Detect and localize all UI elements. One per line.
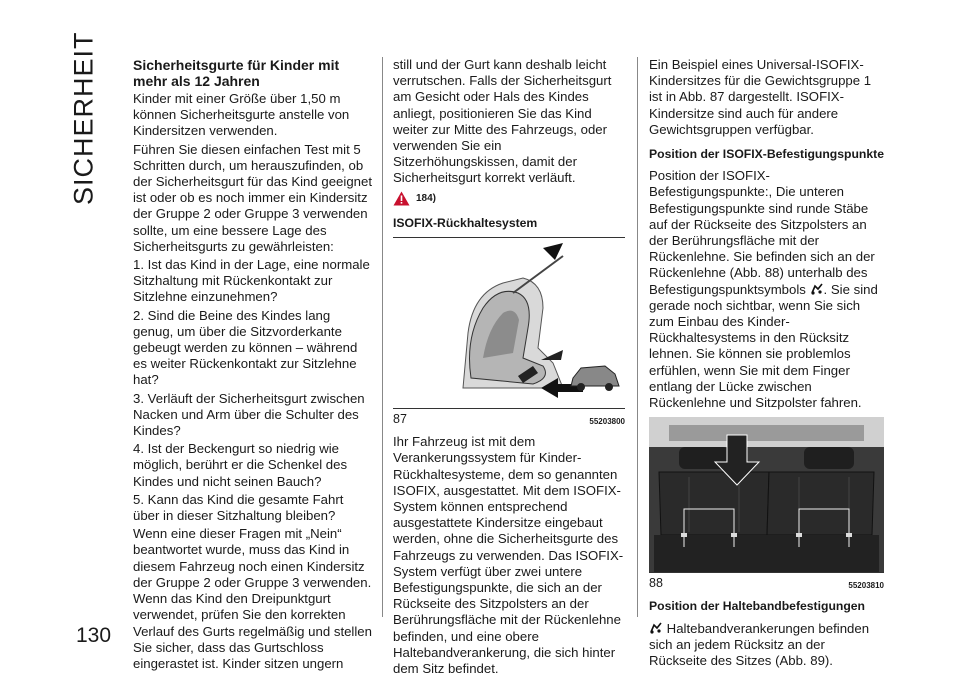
list-item: 2. Sind die Beine des Kindes lang genug, um über die Sitzvorderkante gebeugt werden zu können – während es weiter Rückenkontakt zur Sitzlehne hat? <box>133 307 358 388</box>
rear-seat-photo <box>649 417 884 572</box>
figure-code: 55203810 <box>848 581 884 591</box>
paragraph-part: Haltebandverankerungen befinden sich an jedem Rücksitz an der Rückseite des Sitzes (Abb. 89). <box>649 620 870 669</box>
subheading: ISOFIX-Rückhaltesystem <box>393 215 538 230</box>
section-heading: Sicherheitsgurte für Kinder mit mehr als 12 Jahren <box>133 57 340 89</box>
list-item: 5. Kann das Kind die gesamte Fahrt über in dieser Sitzhaltung bleiben? <box>133 491 344 524</box>
figure-isofix-childseat <box>393 237 625 409</box>
warning-triangle-icon <box>393 191 410 206</box>
warning-ref-text: 184) <box>416 192 437 204</box>
paragraph <box>649 168 884 411</box>
column-3 <box>649 57 884 671</box>
page-number: 130 <box>76 624 112 647</box>
column-1 <box>133 57 373 674</box>
column-divider <box>382 57 383 617</box>
paragraph: Ein Beispiel eines Universal-ISOFIX-Kindersitzes für die Gewichtsgruppe 1 ist in Abb. 87 dargestellt. ISOFIX-Kindersitze sind auch für andere Gewichtsgruppen verfügbar. <box>649 57 872 137</box>
paragraph-part: Position der ISOFIX-Befestigungspunkte:, Die unteren Befestigungspunkte sind runde Stäbe auf der Rückseite des Sitzpolsters an der Berührungsfläche mit der Rückenlehne. Sie befinden sich an der Rückenlehne (Abb. 88) unterhalb des Befestigungspunktsymbols <box>649 168 875 297</box>
subheading: Position der ISOFIX-Befestigungspunkte <box>649 147 884 162</box>
figure-rear-seat <box>649 417 884 573</box>
paragraph: Führen Sie diesen einfachen Test mit 5 Schritten durch, um herauszufinden, ob der Sicherheitsgurt für das Kind geeignet ist oder ob es noch immer ein Kindersitz der Gruppe 2 oder Gruppe 3 verwenden sollte, um eine bessere Lage des Sicherheitsgurts zu gewährleisten: <box>133 141 372 254</box>
column-2 <box>393 57 625 679</box>
list-item: 3. Verläuft der Sicherheitsgurt zwischen Nacken und Arm über die Schulter des Kindes? <box>133 390 365 439</box>
figure-code: 55203800 <box>589 417 625 427</box>
figure-caption <box>393 411 625 430</box>
paragraph: Ihr Fahrzeug ist mit dem Verankerungssystem für Kinder-Rückhaltesysteme, dem so genannten ISOFIX, ausgestattet. Mit dem ISOFIX-System können entsprechend ausgestattete Kindersitze eingebaut werden, ohne die Sicherheitsgurte des Fahrzeugs zu verwenden. Das ISOFIX-System verfügt über zwei untere Befestigungspunkte, die sich an der Rückseite des Sitzpolsters an der Berührungsfläche mit der Rückenlehne befinden, und eine obere Haltebandverankerung, die sich hinter dem Sitz befindet. <box>393 434 624 677</box>
paragraph <box>649 621 884 670</box>
figure-number: 88 <box>649 576 663 591</box>
subheading: Position der Haltebandbefestigungen <box>649 599 866 614</box>
paragraph: Wenn eine dieser Fragen mit „Nein“ beantwortet wurde, muss das Kind in diesem Fahrzeug noch einen Kindersitz der Gruppe 2 oder Gruppe 3 verwenden. Wenn das Kind den Dreipunktgurt verwendet, prüfen Sie den korrekten Verlauf des Gurts regelmäßig und stellen Sie sicher, dass das Gurtschloss eingerastet ist. Kinder sitzen ungern <box>133 526 372 671</box>
warning-reference <box>393 191 625 207</box>
paragraph: still und der Gurt kann deshalb leicht verrutschen. Falls der Sicherheitsgurt am Gesicht oder Hals des Kindes anliegt, positionieren Sie das Kind weiter zur Mitte des Fahrzeugs, oder verwenden Sie ein Sitzerhöhungskissen, damit der Sicherheitsgurt korrekt verläuft. <box>393 57 612 186</box>
isofix-childseat-illustration <box>393 238 625 408</box>
paragraph-part: . Sie sind gerade noch sichtbar, wenn Sie sich zum Einbau des Kinder-Rückhaltesystems in den Rücksitz lehnen. Sie können sie problemlos erfühlen, wenn Sie mit dem Finger entlang der Lücke zwischen Rückenlehne und Sitzpolster fahren. <box>649 281 878 411</box>
list-item: 4. Ist der Beckengurt so niedrig wie möglich, berührt er die Schenkel des Kindes und nicht seinen Bauch? <box>133 441 348 489</box>
tether-anchor-icon <box>649 622 663 634</box>
column-divider <box>637 57 638 617</box>
figure-number: 87 <box>393 412 407 427</box>
list-item: 1. Ist das Kind in der Lage, eine normale Sitzhaltung mit Rückenkontakt zur Sitzlehne einzunehmen? <box>133 257 370 305</box>
section-title-vertical: SICHERHEIT <box>68 31 99 206</box>
paragraph: Kinder mit einer Größe über 1,50 m können Sicherheitsgurte anstelle von Kindersitzen verwenden. <box>133 91 350 139</box>
figure-caption <box>649 575 884 594</box>
isofix-anchor-icon <box>810 283 824 295</box>
